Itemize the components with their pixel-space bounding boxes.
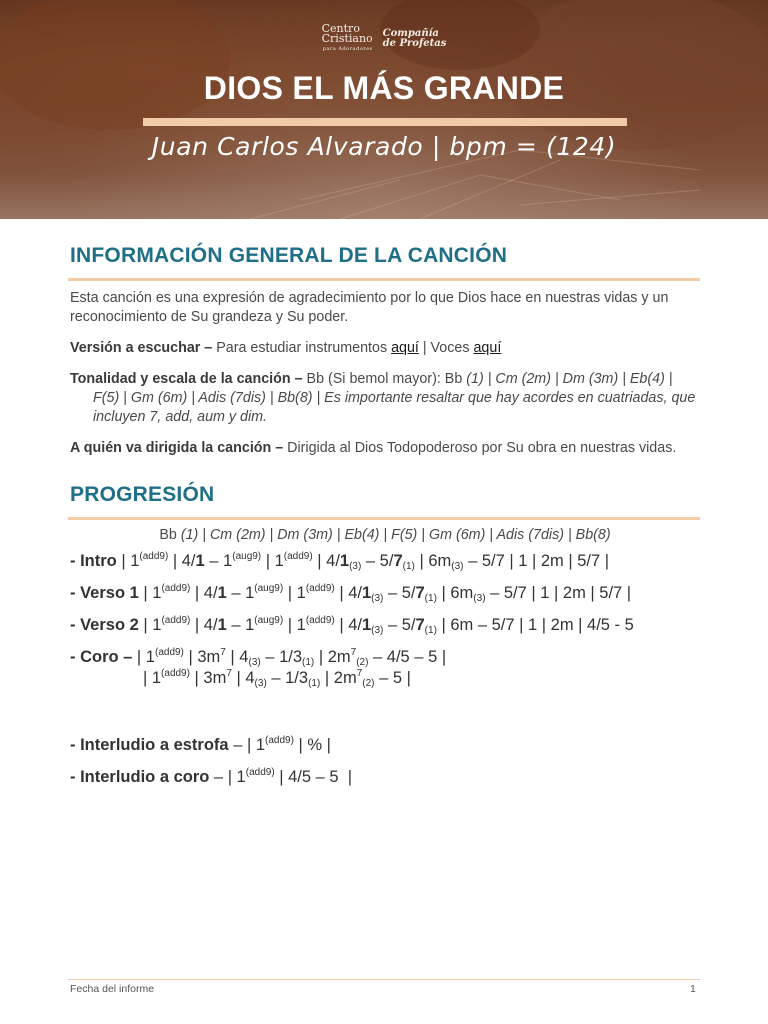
version-line (70, 339, 700, 358)
audience-line (70, 439, 700, 458)
interludio-estrofa-line: - Interludio a estrofa – | $1^{(add9)}$ | % | (70, 735, 331, 754)
interludio-coro-label: - Interludio a coro (70, 768, 210, 786)
header-banner (0, 0, 768, 219)
version-text: Para estudiar instrumentos (212, 340, 392, 356)
logos (0, 24, 768, 54)
centro-cristiano-logo (322, 24, 373, 54)
progression-heading: PROGRESIÓN (70, 483, 215, 506)
audience-text: Dirigida al Dios Todopoderoso por Su obra en nuestras vidas. (283, 440, 677, 456)
coro-line-2: | $1^{(add9)}$ | $3m^7$ | $4_{(3)} - 1/3_{(1)}$ | $2m^7_{(2)} - 5$ | (143, 668, 411, 689)
tonality-label: Tonalidad y escala de la canción – (70, 371, 303, 387)
tonality-line (70, 370, 700, 427)
logo-right-line2: de Profetas (382, 38, 447, 49)
logo-right-line1: Compañía (382, 28, 439, 39)
tonality-key: Bb (Si bemol mayor): Bb (302, 371, 467, 387)
coro-label: - Coro – (70, 648, 133, 666)
scale-line: Bb (1) | Cm (2m) | Dm (3m) | Eb(4) | F(5) | Gm (6m) | Adis (7dis) | Bb(8) (159, 527, 611, 543)
song-description: Esta canción es una expresión de agradecimiento por lo que Dios hace en nuestras vidas y un reconocimiento de Su grandeza y Su poder. (70, 290, 669, 325)
interludio-coro-line: - Interludio a coro – | $1^{(add9)}$ | 4/5 – 5 | (70, 767, 353, 786)
verso2-line: - Verso 2 | $1^{(add9)}$ | $4/1 - 1^{(aug9)}$ | $1^{(add9)}$ | $4/1_{(3)} - 5/7_{(1)}$ | 6m – 5/7 | 1 | 2m | 4/5 - 5 (70, 615, 634, 636)
coro-line-1: - Coro – | $1^{(add9)}$ | $3m^7$ | $4_{(3)} - 1/3_{(1)}$ | $2m^7_{(2)} - 4/5 - 5$ | (70, 647, 447, 668)
version-label: Versión a escuchar – (70, 340, 213, 356)
interludio-estrofa-label: - Interludio a estrofa (70, 736, 229, 754)
verso1-line: - Verso 1 | $1^{(add9)}$ | $4/1 - 1^{(aug9)}$ | $1^{(add9)}$ | $4/1_{(3)} - 5/7_{(1)}$ | $6m_{(3)} - 5/7$ | 1 | 2m | 5/7 | (70, 583, 632, 604)
title-underline (143, 118, 627, 126)
song-subtitle: Juan Carlos Alvarado | bpm = (124) (151, 132, 617, 161)
voices-link[interactable]: aquí (473, 340, 502, 356)
logo-left-line2: Cristiano (321, 32, 373, 45)
version-mid: | Voces (418, 340, 474, 356)
audience-label: A quién va dirigida la canción – (70, 440, 284, 456)
footer-rule (68, 979, 700, 980)
progression-heading-rule (68, 517, 700, 520)
verso2-label: - Verso 2 (70, 616, 139, 634)
logo-left-sub: para Adoradores (322, 46, 373, 52)
page-content (70, 219, 700, 787)
compania-profetas-logo (383, 29, 447, 49)
info-heading: INFORMACIÓN GENERAL DE LA CANCIÓN (70, 244, 508, 267)
intro-line: - Intro | $1^{(add9)}$ | $4/1 - 1^{(aug9)}$ | $1^{(add9)}$ | $4/1_{(3)} - 5/7_{(1)}$ | $6m_{(3)} - 5/7$ | 1 | 2m | 5/7 | (70, 551, 610, 572)
page-number: 1 (690, 983, 696, 995)
info-heading-rule (68, 278, 700, 281)
tonality-scale: (1) | Cm (2m) | Dm (3m) | Eb(4) | F(5) | Gm (6m) | Adis (7dis) | Bb(8) | Es importante resaltar que hay acordes en cuatriadas, que incluyen 7, add, aum y dim. (93, 371, 696, 425)
verso1-label: - Verso 1 (70, 584, 139, 602)
footer-report-date: Fecha del informe (70, 983, 155, 995)
logo-left-line1: Centro (321, 22, 360, 35)
intro-label: - Intro (70, 552, 117, 570)
song-title: DIOS EL MÁS GRANDE (203, 70, 565, 106)
instruments-link[interactable]: aquí (391, 340, 419, 356)
